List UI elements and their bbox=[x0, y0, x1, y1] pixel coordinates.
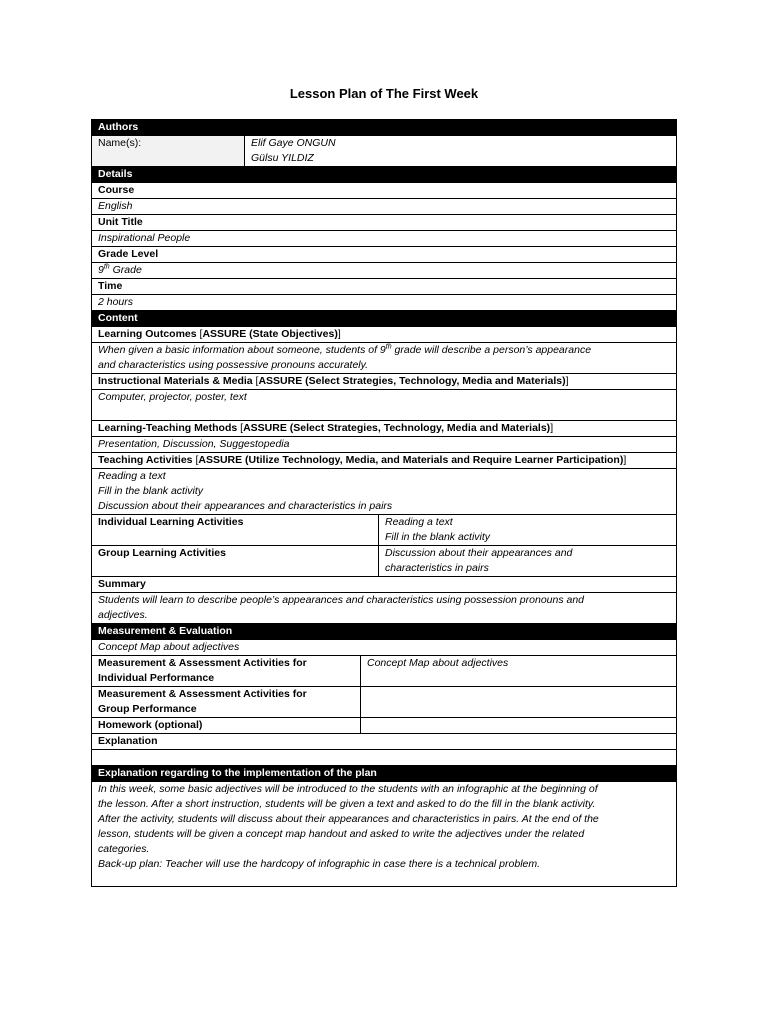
explanation-value bbox=[92, 750, 104, 765]
group-assessment-label: Measurement & Assessment Activities for Group Performance bbox=[98, 688, 307, 715]
group-activities-row bbox=[92, 545, 676, 576]
implementation-text: In this week, some basic adjectives will be introduced to the students with an infographic at the beginning of the lesson. After a short instruction, students will be given a text and asked to do the fill in the blank activity. After the activity, students will discuss about their appearances and characteristics in pairs. At the end of the lesson, students will be given a concept map handout and asked to write the adjectives under the related categories. Back-up plan: Teacher will use the hardcopy of infographic in case there is a technical problem. bbox=[98, 783, 599, 870]
individual-activities-label: Individual Learning Activities bbox=[98, 516, 244, 528]
names-value bbox=[244, 136, 676, 166]
individual-assessment-value: Concept Map about adjectives bbox=[360, 656, 676, 686]
details-header: Details bbox=[92, 167, 676, 182]
homework-value bbox=[360, 718, 676, 733]
content-header: Content bbox=[92, 311, 676, 326]
implementation-header: Explanation regarding to the implementation of the plan bbox=[92, 766, 676, 781]
course-label: Course bbox=[98, 184, 135, 196]
details-header-row bbox=[92, 166, 676, 182]
materials-label: Instructional Materials & Media [ASSURE (Select Strategies, Technology, Media and Materials)] bbox=[98, 375, 569, 387]
authors-names-row bbox=[92, 135, 676, 166]
measurement-header: Measurement & Evaluation bbox=[92, 624, 676, 639]
implementation-header-row bbox=[92, 765, 676, 781]
homework-row bbox=[92, 717, 676, 733]
lesson-plan-table bbox=[91, 119, 677, 887]
unit-title-value: Inspirational People bbox=[98, 232, 191, 244]
list-item: Reading a text bbox=[98, 470, 166, 482]
list-item: Fill in the blank activity bbox=[98, 485, 204, 497]
homework-label: Homework (optional) bbox=[98, 719, 203, 731]
individual-assessment-row bbox=[92, 655, 676, 686]
learning-outcomes-value: When given a basic information about someone, students of 9th grade will describe a person’s appearance and characteristics using possessive pronouns accurately. bbox=[98, 343, 592, 371]
page-title: Lesson Plan of The First Week bbox=[289, 86, 479, 101]
measurement-header-row bbox=[92, 623, 676, 639]
methods-value: Presentation, Discussion, Suggestopedia bbox=[98, 438, 290, 450]
group-assessment-value bbox=[360, 687, 676, 717]
content-header-row bbox=[92, 310, 676, 326]
individual-assessment-label: Measurement & Assessment Activities for Individual Performance bbox=[98, 657, 307, 684]
group-activities-label: Group Learning Activities bbox=[98, 547, 226, 559]
author-name-1: Elif Gaye ONGUN bbox=[251, 137, 336, 149]
teaching-activities-label: Teaching Activities [ASSURE (Utilize Technology, Media, and Materials and Require Learner Participation)] bbox=[98, 454, 627, 466]
grade-level-value: 9th Grade bbox=[98, 263, 142, 276]
individual-activities-value: Reading a text Fill in the blank activity bbox=[378, 515, 676, 545]
unit-title-label: Unit Title bbox=[98, 216, 143, 228]
time-label: Time bbox=[98, 280, 123, 292]
list-item: Discussion about their appearances and characteristics in pairs bbox=[98, 500, 393, 512]
author-name-2: Gülsu YILDIZ bbox=[251, 152, 314, 164]
names-label: Name(s): bbox=[92, 136, 244, 166]
materials-value: Computer, projector, poster, text bbox=[98, 391, 247, 403]
authors-header: Authors bbox=[92, 120, 676, 135]
grade-level-label: Grade Level bbox=[98, 248, 159, 260]
summary-value: Students will learn to describe people’s appearances and characteristics using possession pronouns and adjectives. bbox=[98, 594, 585, 621]
time-value: 2 hours bbox=[98, 296, 134, 308]
individual-activities-row bbox=[92, 514, 676, 545]
summary-label: Summary bbox=[98, 578, 146, 590]
authors-header-row bbox=[92, 120, 676, 135]
learning-outcomes-label: Learning Outcomes [ASSURE (State Objectives)] bbox=[98, 328, 341, 340]
group-assessment-row bbox=[92, 686, 676, 717]
course-value: English bbox=[98, 200, 133, 212]
explanation-label: Explanation bbox=[98, 735, 158, 747]
teaching-activities-value bbox=[92, 469, 398, 514]
methods-label: Learning-Teaching Methods [ASSURE (Select Strategies, Technology, Media and Materials)] bbox=[98, 422, 554, 434]
concept-map-value: Concept Map about adjectives bbox=[98, 641, 240, 653]
group-activities-value: Discussion about their appearances and characteristics in pairs bbox=[378, 546, 676, 576]
